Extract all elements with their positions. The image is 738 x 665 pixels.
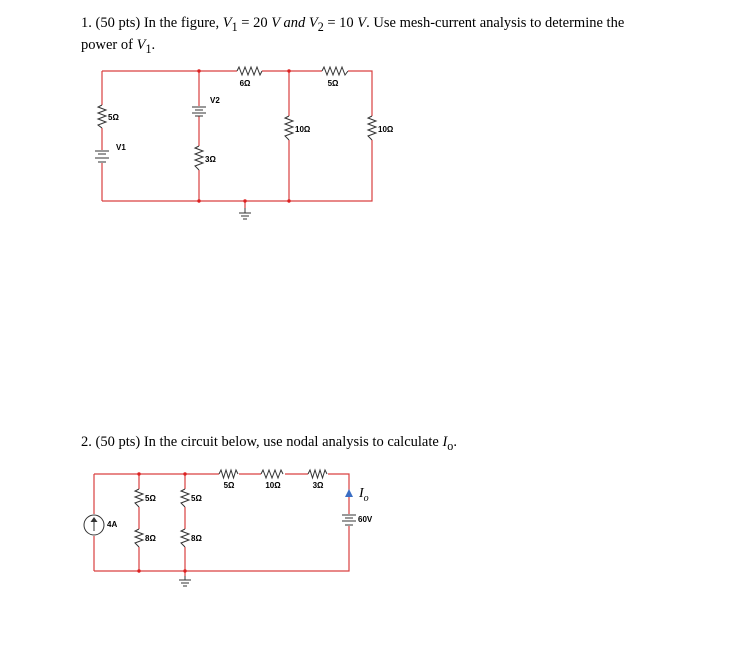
label-v1: V1 <box>116 143 126 152</box>
label-4a: 4A <box>107 520 118 529</box>
node <box>137 569 140 572</box>
label-10ohm-a: 10Ω <box>295 125 311 134</box>
resistor-3ohm <box>195 146 203 170</box>
node <box>243 199 246 202</box>
ground-icon <box>179 576 191 586</box>
resistor-8ohm-a <box>135 529 143 547</box>
resistor-10ohm-b <box>368 116 376 140</box>
label-8ohm-b: 8Ω <box>191 534 202 543</box>
resistor-3ohm-top <box>308 470 327 478</box>
resistor-10ohm-top <box>261 470 283 478</box>
label-5ohm-a: 5Ω <box>145 494 156 503</box>
label-io: $I_o$ <box>359 486 369 504</box>
circuit-2 <box>84 470 373 586</box>
label-8ohm-a: 8Ω <box>145 534 156 543</box>
resistor-5ohm-top <box>219 470 238 478</box>
problem-1-statement: 1. (50 pts) In the figure, $V_1 = 20$ V and $V_2 = 10$ V. Use mesh-current analysis to determine the power of $V_1$. <box>81 15 625 56</box>
wire <box>102 140 372 201</box>
current-arrow-icon <box>345 489 353 497</box>
node <box>287 69 290 72</box>
ground-icon <box>239 208 251 219</box>
node <box>183 472 186 475</box>
label-3ohm: 3Ω <box>205 155 216 164</box>
label-5ohm-b: 5Ω <box>191 494 202 503</box>
battery-60v <box>342 515 356 525</box>
node <box>197 199 200 202</box>
problem-2-statement: 2. (50 pts) In the circuit below, use nodal analysis to calculate $I_o$. <box>81 434 457 453</box>
resistor-5ohm-a <box>135 489 143 507</box>
node <box>287 199 290 202</box>
node <box>183 569 186 572</box>
label-6ohm: 6Ω <box>239 79 251 88</box>
circuit-1 <box>95 67 394 219</box>
battery-v1 <box>95 151 109 162</box>
node <box>137 472 140 475</box>
label-3ohm-top: 3Ω <box>312 481 324 490</box>
resistor-5ohm-left <box>98 105 106 128</box>
resistor-5ohm-top <box>322 67 348 75</box>
node <box>197 69 200 72</box>
wire <box>328 474 349 492</box>
resistor-10ohm-a <box>285 116 293 140</box>
label-10ohm-b: 10Ω <box>378 125 394 134</box>
wire <box>348 71 372 116</box>
label-60v: 60V <box>358 515 373 524</box>
battery-v2 <box>192 107 206 116</box>
label-5ohm-top: 5Ω <box>327 79 339 88</box>
current-source-icon <box>84 515 104 535</box>
wire <box>94 526 349 571</box>
label-5ohm-left: 5Ω <box>108 113 119 122</box>
resistor-5ohm-b <box>181 489 189 507</box>
label-10ohm-top: 10Ω <box>265 481 281 490</box>
label-5ohm-top: 5Ω <box>223 481 235 490</box>
label-v2: V2 <box>210 96 220 105</box>
resistor-8ohm-b <box>181 529 189 547</box>
resistor-6ohm <box>237 67 262 75</box>
